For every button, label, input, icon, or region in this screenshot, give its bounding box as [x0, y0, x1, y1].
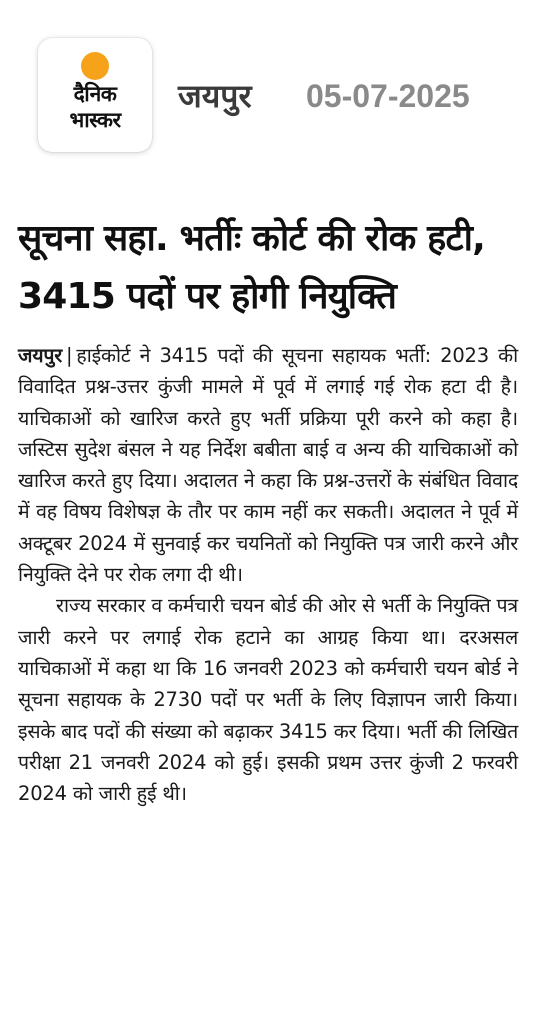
article-paragraph-2 [18, 590, 518, 809]
paragraph-2-text: राज्य सरकार व कर्मचारी चयन बोर्ड की ओर से भर्ती के नियुक्ति पत्र जारी करने पर लगाई रोक हटाने का आग्रह किया था। दरअसल याचिकाओं में कहा था कि 16 जनवरी 2023 को कर्मचारी चयन बोर्ड ने सूचना सहायक के 2730 पदों पर भर्ती के लिए विज्ञापन जारी किया। इसके बाद पदों की संख्या को बढ़ाकर 3415 कर दिया। भर्ती की लिखित परीक्षा 21 जनवरी 2024 को हुई। इसकी प्रथम उत्तर कुंजी 2 फरवरी 2024 को जारी हुई थी। [18, 594, 518, 806]
article-body [18, 340, 518, 809]
dateline: जयपुर [18, 344, 63, 367]
dainik-bhaskar-logo [38, 38, 152, 152]
page-header [0, 0, 534, 190]
dateline-separator: | [66, 344, 73, 367]
sun-icon [81, 52, 109, 80]
article-paragraph-1 [18, 340, 518, 590]
edition-date: 05-07-2025 [306, 78, 470, 114]
paragraph-1-text: हाईकोर्ट ने 3415 पदों की सूचना सहायक भर्ती: 2023 की विवादित प्रश्न-उत्तर कुंजी मामले में पूर्व में लगाई गई रोक हटा दी है। याचिकाओं को खारिज करते हुए भर्ती प्रक्रिया पूरी करने को कहा है। जस्टिस सुदेश बंसल ने यह निर्देश बबीता बाई व अन्य की याचिकाओं को खारिज करते हुए दिया। अदालत ने कहा कि प्रश्न-उत्तरों के संबंधित विवाद में वह विषय विशेषज्ञ के तौर पर काम नहीं कर सकती। अदालत ने पूर्व में अक्टूबर 2024 में सुनवाई कर चयनितों को नियुक्ति पत्र जारी करने और नियुक्ति देने पर रोक लगा दी थी। [18, 344, 518, 587]
article-headline: सूचना सहा. भर्तीः कोर्ट की रोक हटी, 3415 पदों पर होगी नियुक्ति [18, 218, 486, 317]
logo-text-line2: भास्कर [69, 108, 121, 132]
logo-text-line1: दैनिक [73, 82, 117, 106]
edition-city: जयपुर [178, 77, 252, 115]
